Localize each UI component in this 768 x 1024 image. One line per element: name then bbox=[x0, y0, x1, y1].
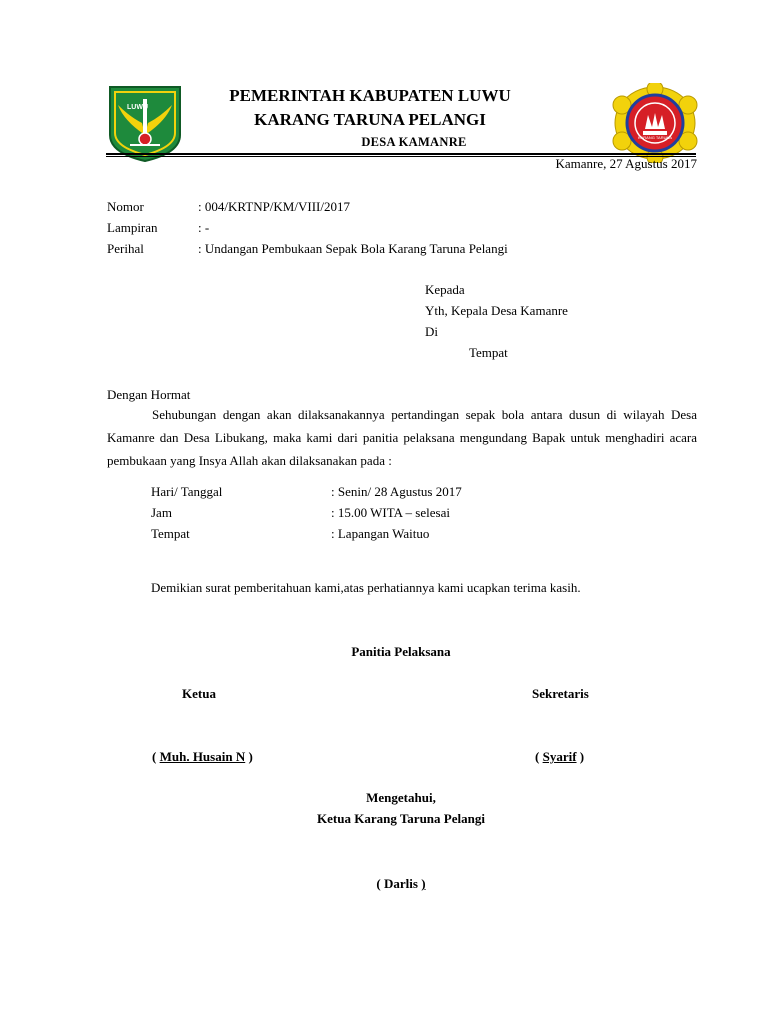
meta-value-nomor: : 004/KRTNP/KM/VIII/2017 bbox=[198, 199, 350, 214]
header-rule-top bbox=[106, 153, 696, 155]
head-title: Ketua Karang Taruna Pelangi bbox=[317, 811, 485, 826]
secretary-signature: ( Syarif ) bbox=[535, 749, 585, 764]
acknowledged-label: Mengetahui, bbox=[366, 790, 436, 805]
greeting: Dengan Hormat bbox=[107, 387, 191, 402]
right-logo-text: KARANG TARUNA bbox=[637, 135, 673, 140]
event-value-place: : Lapangan Waituo bbox=[331, 526, 430, 541]
header-line-3: DESA KAMANRE bbox=[361, 135, 467, 149]
closing-text: Demikian surat pemberitahuan kami,atas perhatiannya kami ucapkan terima kasih. bbox=[151, 580, 581, 595]
head-signature: ( Darlis ) bbox=[376, 876, 426, 891]
body-paragraph bbox=[107, 403, 697, 472]
chair-signature: ( Muh. Husain N ) bbox=[152, 749, 253, 764]
chair-name: Muh. Husain N bbox=[159, 749, 246, 764]
head-name: Darlis bbox=[384, 876, 418, 891]
secretary-title: Sekretaris bbox=[532, 686, 589, 701]
header-line-2: KARANG TARUNA PELANGI bbox=[254, 110, 486, 129]
event-value-time: : 15.00 WITA – selesai bbox=[331, 505, 450, 520]
meta-value-lampiran: : - bbox=[198, 220, 210, 235]
recipient-yth: Yth, Kepala Desa Kamanre bbox=[425, 303, 568, 318]
meta-label-nomor: Nomor bbox=[107, 199, 144, 214]
committee-title: Panitia Pelaksana bbox=[351, 644, 451, 659]
recipient-tempat: Tempat bbox=[469, 345, 508, 360]
event-label-time: Jam bbox=[151, 505, 172, 520]
recipient-kepada: Kepada bbox=[425, 282, 465, 297]
meta-label-lampiran: Lampiran bbox=[107, 220, 158, 235]
date-place: Kamanre, 27 Agustus 2017 bbox=[555, 156, 697, 171]
body-text: Sehubungan dengan akan dilaksanakannya pertandingan sepak bola antara dusun di wilayah Desa Kamanre dan Desa Libukang, maka kami dari panitia pelaksana mengundang Bapak untuk menghadiri acara pembukaan yang Insya Allah akan dilaksanakan pada : bbox=[107, 407, 697, 468]
left-logo-text: LUWU bbox=[127, 104, 148, 111]
event-label-place: Tempat bbox=[151, 526, 190, 541]
secretary-name: Syarif bbox=[542, 749, 577, 764]
header-line-1: PEMERINTAH KABUPATEN LUWU bbox=[229, 86, 511, 105]
event-label-date: Hari/ Tanggal bbox=[151, 484, 223, 499]
event-value-date: : Senin/ 28 Agustus 2017 bbox=[331, 484, 462, 499]
meta-label-perihal: Perihal bbox=[107, 241, 144, 256]
recipient-di: Di bbox=[425, 324, 438, 339]
chair-title: Ketua bbox=[182, 686, 216, 701]
meta-value-perihal: : Undangan Pembukaan Sepak Bola Karang Taruna Pelangi bbox=[198, 241, 508, 256]
